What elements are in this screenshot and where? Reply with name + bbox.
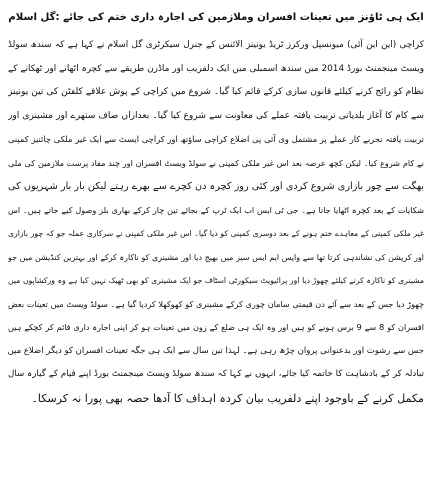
body-line: سے کام کا آغاز بلدیاتی تربیت یافتہ عملے کی معاونت سے شروع کیا گیا۔ بعدازاں صاف ستھرے اور مشینری اور	[8, 110, 424, 121]
headline: ایک ہی ٹاؤنز میں تعینات افسران وملازمین کی اجارہ داری ختم کی جائے :گل اسلام	[8, 12, 424, 23]
body-line: چھوڑ دیا جس کے بعد سے آئے دن قیمتی سامان چوری کرکے مشینری کو کھوکھلا کردیا گیا ہے۔ سولڈ ویسٹ میں تعینات بعض	[8, 298, 424, 309]
body-line: نظام کو رائج کرنے کیلئے قانون سازی کرکے قائم کیا گیا۔ شروع میں کراچی کے پوش علاقے کلفٹن کی تین یونینز	[8, 87, 424, 97]
body-line: نے کام شروع کیا۔ لیکن کچھ عرصہ بعد اس غیر ملکی کمپنی نے سولڈ ویسٹ افسران اور چند مفاد پرست ملازمین کی ملی	[8, 157, 424, 168]
body-line: شکایات کے بعد کچرہ اٹھایا جاتا ہے۔ جی ٹی ایس اب ایک ٹرپ کے بجائے تین چار کرکے بھاری بلز وصول کیے جاتے ہیں۔ اس	[8, 204, 424, 215]
article-body	[8, 34, 424, 410]
body-line: تربیت یافتہ تجربے کار عملے پر مشتمل وی آئی پی اضلاع کراچی ساؤتھ اور کراچی ایسٹ سے ایک غیر ملکی چائنیز کمپنی	[8, 134, 424, 144]
body-line: افسران کو 8 سے 9 برس ہونے کو ہیں اور وہ ایک ہی ضلع کے زون میں تعینات ہو کر اپنی اجارہ داری قائم کر کچکے ہیں	[8, 322, 424, 332]
body-line: غیر ملکی کمپنی کے معاہدے ختم ہونے کے بعد دوسری کمپنی کو دیا گیا۔ اس غیر ملکی کمپنی نے سرکاری عملہ جو کہ چور بازاری	[8, 229, 424, 238]
body-line: بھگت سے چور بازاری شروع کردی اور کئی روز کچرہ دن کچرے سے بھرے رہتے لیکن بار بار شہریوں کی	[8, 181, 424, 192]
body-line: اور کرپشن کی نشاندہی کرتا تھا سے واپس ایم ایس سیز میں بھیج دیا اور مشینری کو ناکارہ کرکے اور بہترین کنڈیشن میں جو	[8, 252, 424, 262]
body-line: مکمل کرنے کے باوجود اپنے دلفریب بیان کردہ اہداف کا آدھا حصہ بھی پورا نہ کرسکا۔	[31, 391, 424, 405]
body-line: تبادلہ کر کے بادشاہت کا خاتمہ کیا جائے، انہوں نے کہا کہ سندھ سولڈ ویسٹ مینجمنٹ بورڈ اپنے قیام کے گیارہ سال	[8, 369, 424, 379]
body-line: کراچی (این این آئی) میونسپل ورکرز ٹریڈ یونینز الائنس کے جنرل سیکرٹری گل اسلام نے کہا ہے کہ سندھ سولڈ	[8, 40, 424, 50]
body-line: ویسٹ مینجمنٹ بورڈ 2014 میں سندھ اسمبلی میں ایک دلفریب اور ماڈرن طریقے سے کچرہ اٹھانے اور ٹھکانے کے	[8, 63, 424, 74]
body-line: مشینری کو ناکارہ کرنے کیلئے چھوڑ دیا اور پرائیویٹ سیکورٹی اسٹاف جو ایک مشینری کو بھی ٹھیک نہیں کیا ہے وہ ورکشاپوں میں	[8, 276, 424, 285]
body-line: جس سے رشوت اور بدعنوانی پروان چڑھ رہی ہے۔ لہذا تین سال سے ایک ہی جگہ تعینات افسران کو دیگر اضلاع میں	[8, 345, 424, 356]
